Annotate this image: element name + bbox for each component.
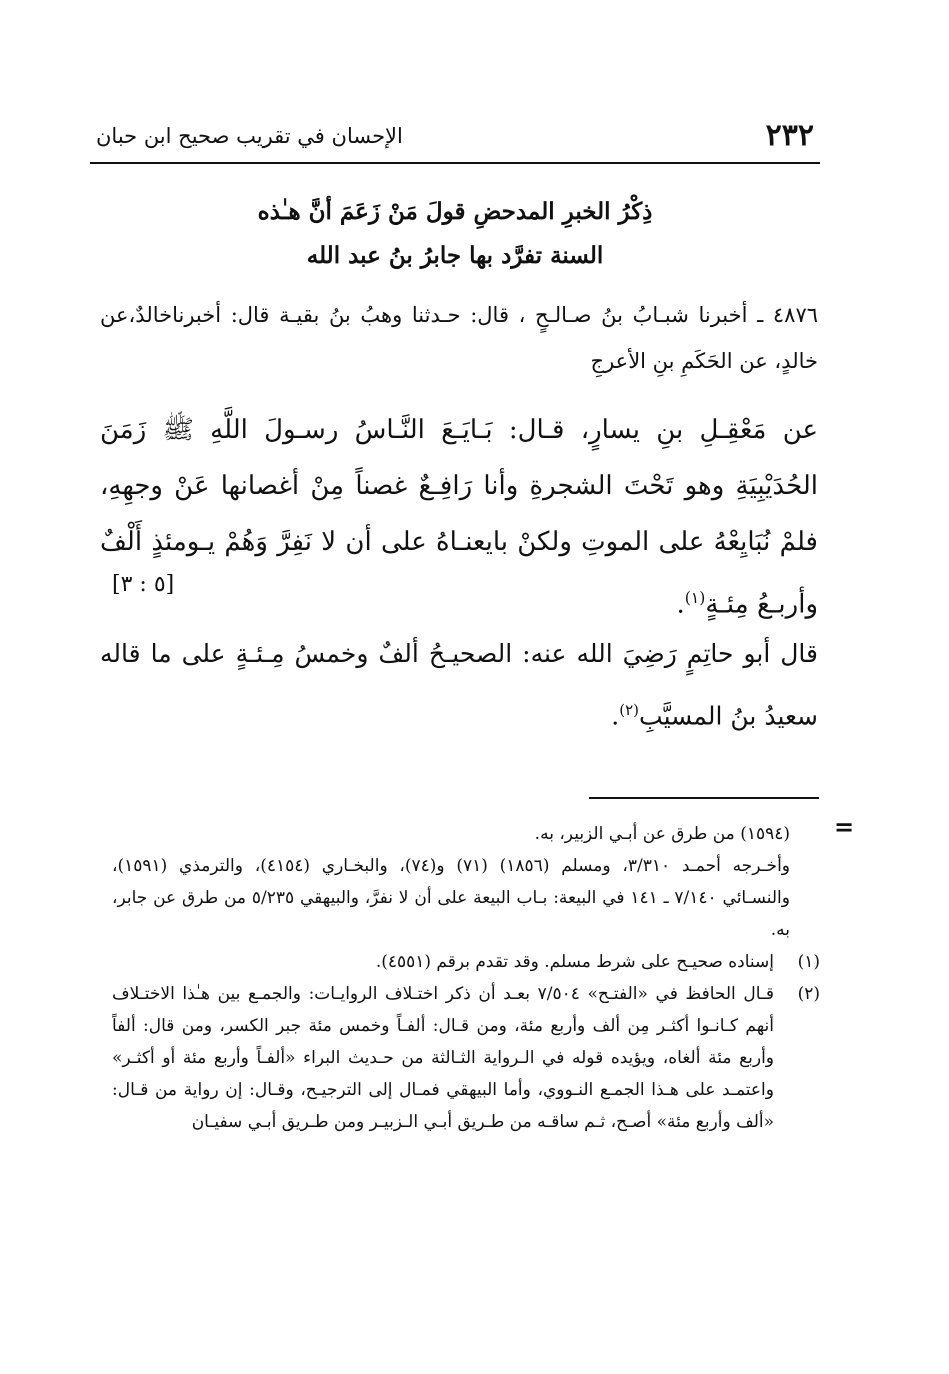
footnotes-section [112, 818, 820, 1138]
hadith-isnad [100, 292, 818, 384]
comment-text: قال أبو حاتِمٍ رَضِيَ الله عنه: الصحيـحُ ألفٌ وخمسُ مِـئـةٍ على ما قاله سعيدُ بنُ المسيَّبِ [100, 639, 818, 731]
page-header [90, 118, 820, 158]
comment-end: . [611, 701, 620, 731]
footnote-item [112, 978, 820, 1138]
footnote-continuation-mark: = [834, 812, 855, 841]
matn-text: عن مَعْقِـلِ بنِ يسارٍ، قـال: بَـايَـعَ النَّـاسُ رسـولَ اللَّهِ ﷺ زَمَنَ الحُدَيْبِيَةِ وهو تَحْتَ الشجرةِ وأنا رَافِـعٌ غصناً مِنْ أغصانها عَنْ وجهِهِ، فلمْ نُبَايِعْهُ على الموتِ ولكنْ بايعنـاهُ على أن لا نَفِرَّ وَهُمْ يـومئذٍ أَلْفٌ وأربـعُ مِئـةٍ [100, 415, 818, 620]
footnote-item [112, 946, 820, 978]
isnad-text: أخبرنا شبـابُ بنُ صـالـحٍ ، قال: حـدثنا وهبُ بنُ بقيـة قال: أخبرناخالدٌ،عن خالدٍ، عن الحَكَمِ بنِ الأعرجِ [100, 303, 818, 373]
footnote-number: (٢) [797, 984, 820, 1004]
footnote-text: إسناده صحيـح على شرط مسلم. وقد تقدم برقم (٤٥٥١). [375, 952, 774, 972]
hadith-number: ٤٨٧٦ ـ [757, 303, 819, 327]
footnote-marker-2[interactable]: (٢) [619, 701, 640, 719]
footnote-continued-line-1: (١٥٩٤) من طرق عن أبـي الزبير، به. [534, 824, 790, 844]
hadith-matn [100, 402, 818, 633]
footnote-number: (١) [797, 952, 820, 972]
hadith-reference: [٥ : ٣] [112, 572, 175, 597]
abu-hatim-comment [100, 626, 818, 744]
footnote-marker-1[interactable]: (١) [684, 589, 706, 607]
header-divider [90, 162, 820, 164]
footnote-continued-line-2: وأخـرجه أحمـد ٣/٣١٠، ومسلم (١٨٥٦) (٧١) و(٧٤)، والبخـاري (٤١٥٤)، والترمذي (١٥٩١)، والنسـائي ٧/١٤٠ ـ ١٤١ في البيعة: بـاب البيعة على أن لا نفرَّ، والبيهقي ٥/٢٣٥ من طرق عن جابر، به. [112, 856, 790, 940]
chapter-heading-line-1: ذِكْرُ الخبرِ المدحضِ قولَ مَنْ زَعَمَ أنَّ هـٰذه [257, 198, 653, 225]
matn-end: . [676, 589, 685, 620]
footnote-divider [589, 797, 819, 799]
running-title: الإحسان في تقريب صحيح ابن حبان [96, 124, 403, 148]
chapter-heading-line-2: السنة تفرَّد بها جابرُ بنُ عبد الله [306, 242, 604, 269]
footnote-text: قـال الحافظ في «الفتـح» ٧/٥٠٤ بعـد أن ذكر اختـلاف الروايـات: والجمـع بين هـٰذا الاختـلاف أنهم كـانـوا أكثـر مِن ألف وأربع مئة، ومن قـال: ألفـاً وخمس مئة جبر الكسر، ومن قال: ألفاً وأربع مئة ألغاه، ويؤيده قوله في الـرواية الثـالثة من حـديث البراء «ألفـاً وأربع مئة أو أكثـر» واعتمـد على هـذا الجمـع النـووي، وأما البيهقي فمـال إلى الترجيـح، وقـال: إن رواية من قـال: «ألف وأربع مئة» أصـح، ثـم ساقـه من طـريق أبـي الـزبيـر ومن طـريق أبـي سفيـان [112, 984, 774, 1132]
page-number: ٢٣٢ [765, 118, 814, 153]
